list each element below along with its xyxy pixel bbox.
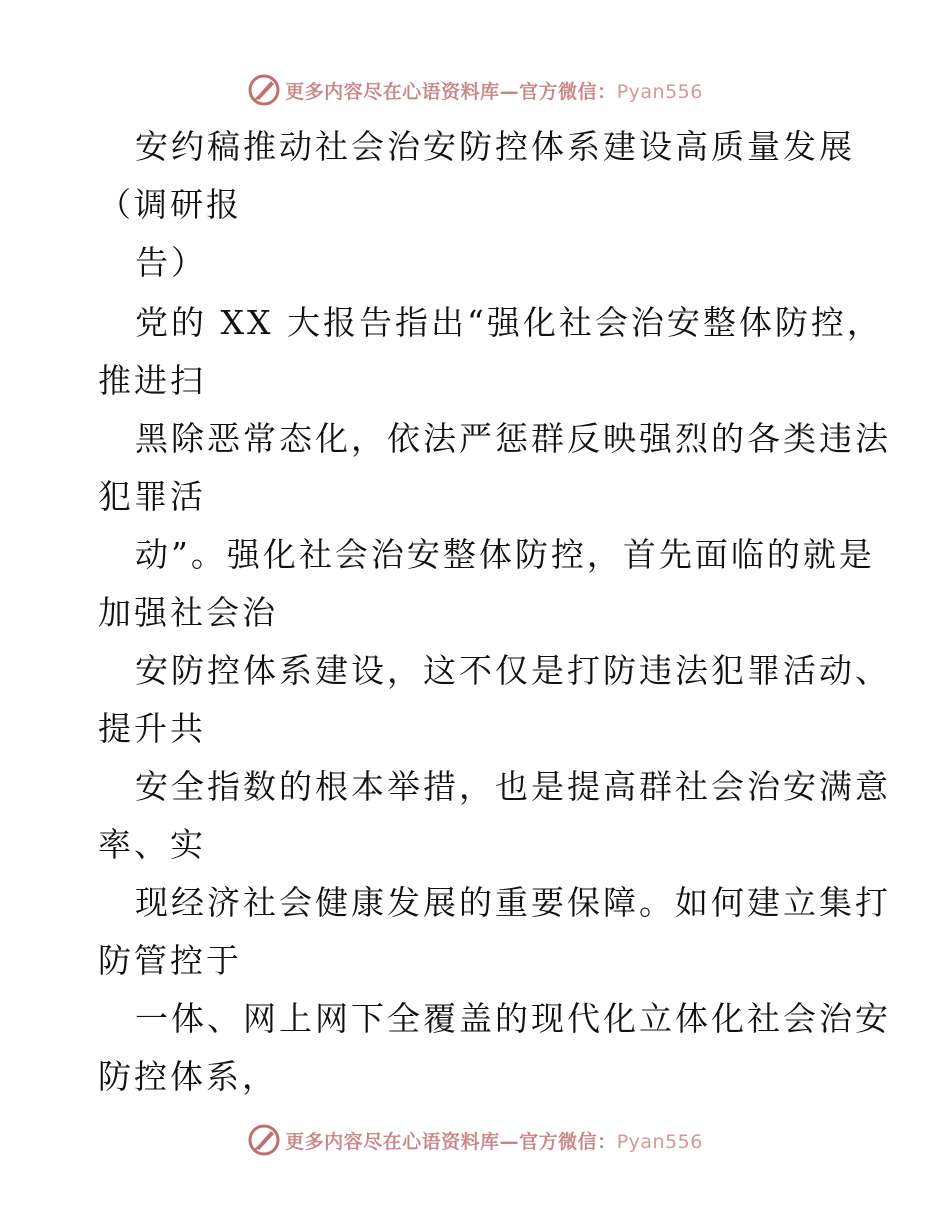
doc-line: 加强社会治: [98, 593, 278, 632]
wechat-id: Pyan556: [616, 80, 703, 103]
doc-line: 推进扫: [98, 361, 206, 400]
doc-line: 防管控于: [98, 941, 242, 980]
watermark-text: 更多内容尽在心语资料库—官方微信：Pyan556: [285, 80, 703, 103]
doc-line: 现经济社会健康发展的重要保障。如何建立集打: [135, 883, 891, 922]
doc-line-title-1: 安约稿推动社会治安防控体系建设高质量发展: [135, 127, 855, 166]
wechat-id: Pyan556: [616, 1130, 703, 1153]
watermark-banner-top: [0, 70, 950, 110]
doc-line: 黑除恶常态化，依法严惩群反映强烈的各类违法: [135, 419, 891, 458]
doc-line: 一体、网上网下全覆盖的现代化立体化社会治安: [135, 999, 891, 1038]
doc-line-title-3: 告）: [135, 243, 207, 282]
quill-seal-icon: [247, 1123, 281, 1157]
quill-seal-icon: [247, 73, 281, 107]
doc-line: 犯罪活: [98, 477, 206, 516]
watermark-text: 更多内容尽在心语资料库—官方微信：Pyan556: [285, 1130, 703, 1153]
doc-line-title-2: （调研报: [98, 185, 242, 224]
watermark-banner-bottom: [0, 1120, 950, 1160]
doc-line: 安全指数的根本举措，也是提高群社会治安满意: [135, 767, 891, 806]
doc-line: 防控体系，: [98, 1057, 278, 1096]
doc-line: 提升共: [98, 709, 206, 748]
doc-line: 安防控体系建设，这不仅是打防违法犯罪活动、: [135, 651, 891, 690]
doc-line: 动”。强化社会治安整体防控，首先面临的就是: [135, 535, 875, 574]
doc-line: 率、实: [98, 825, 206, 864]
doc-line: 党的 XX 大报告指出“强化社会治安整体防控，: [135, 303, 883, 342]
